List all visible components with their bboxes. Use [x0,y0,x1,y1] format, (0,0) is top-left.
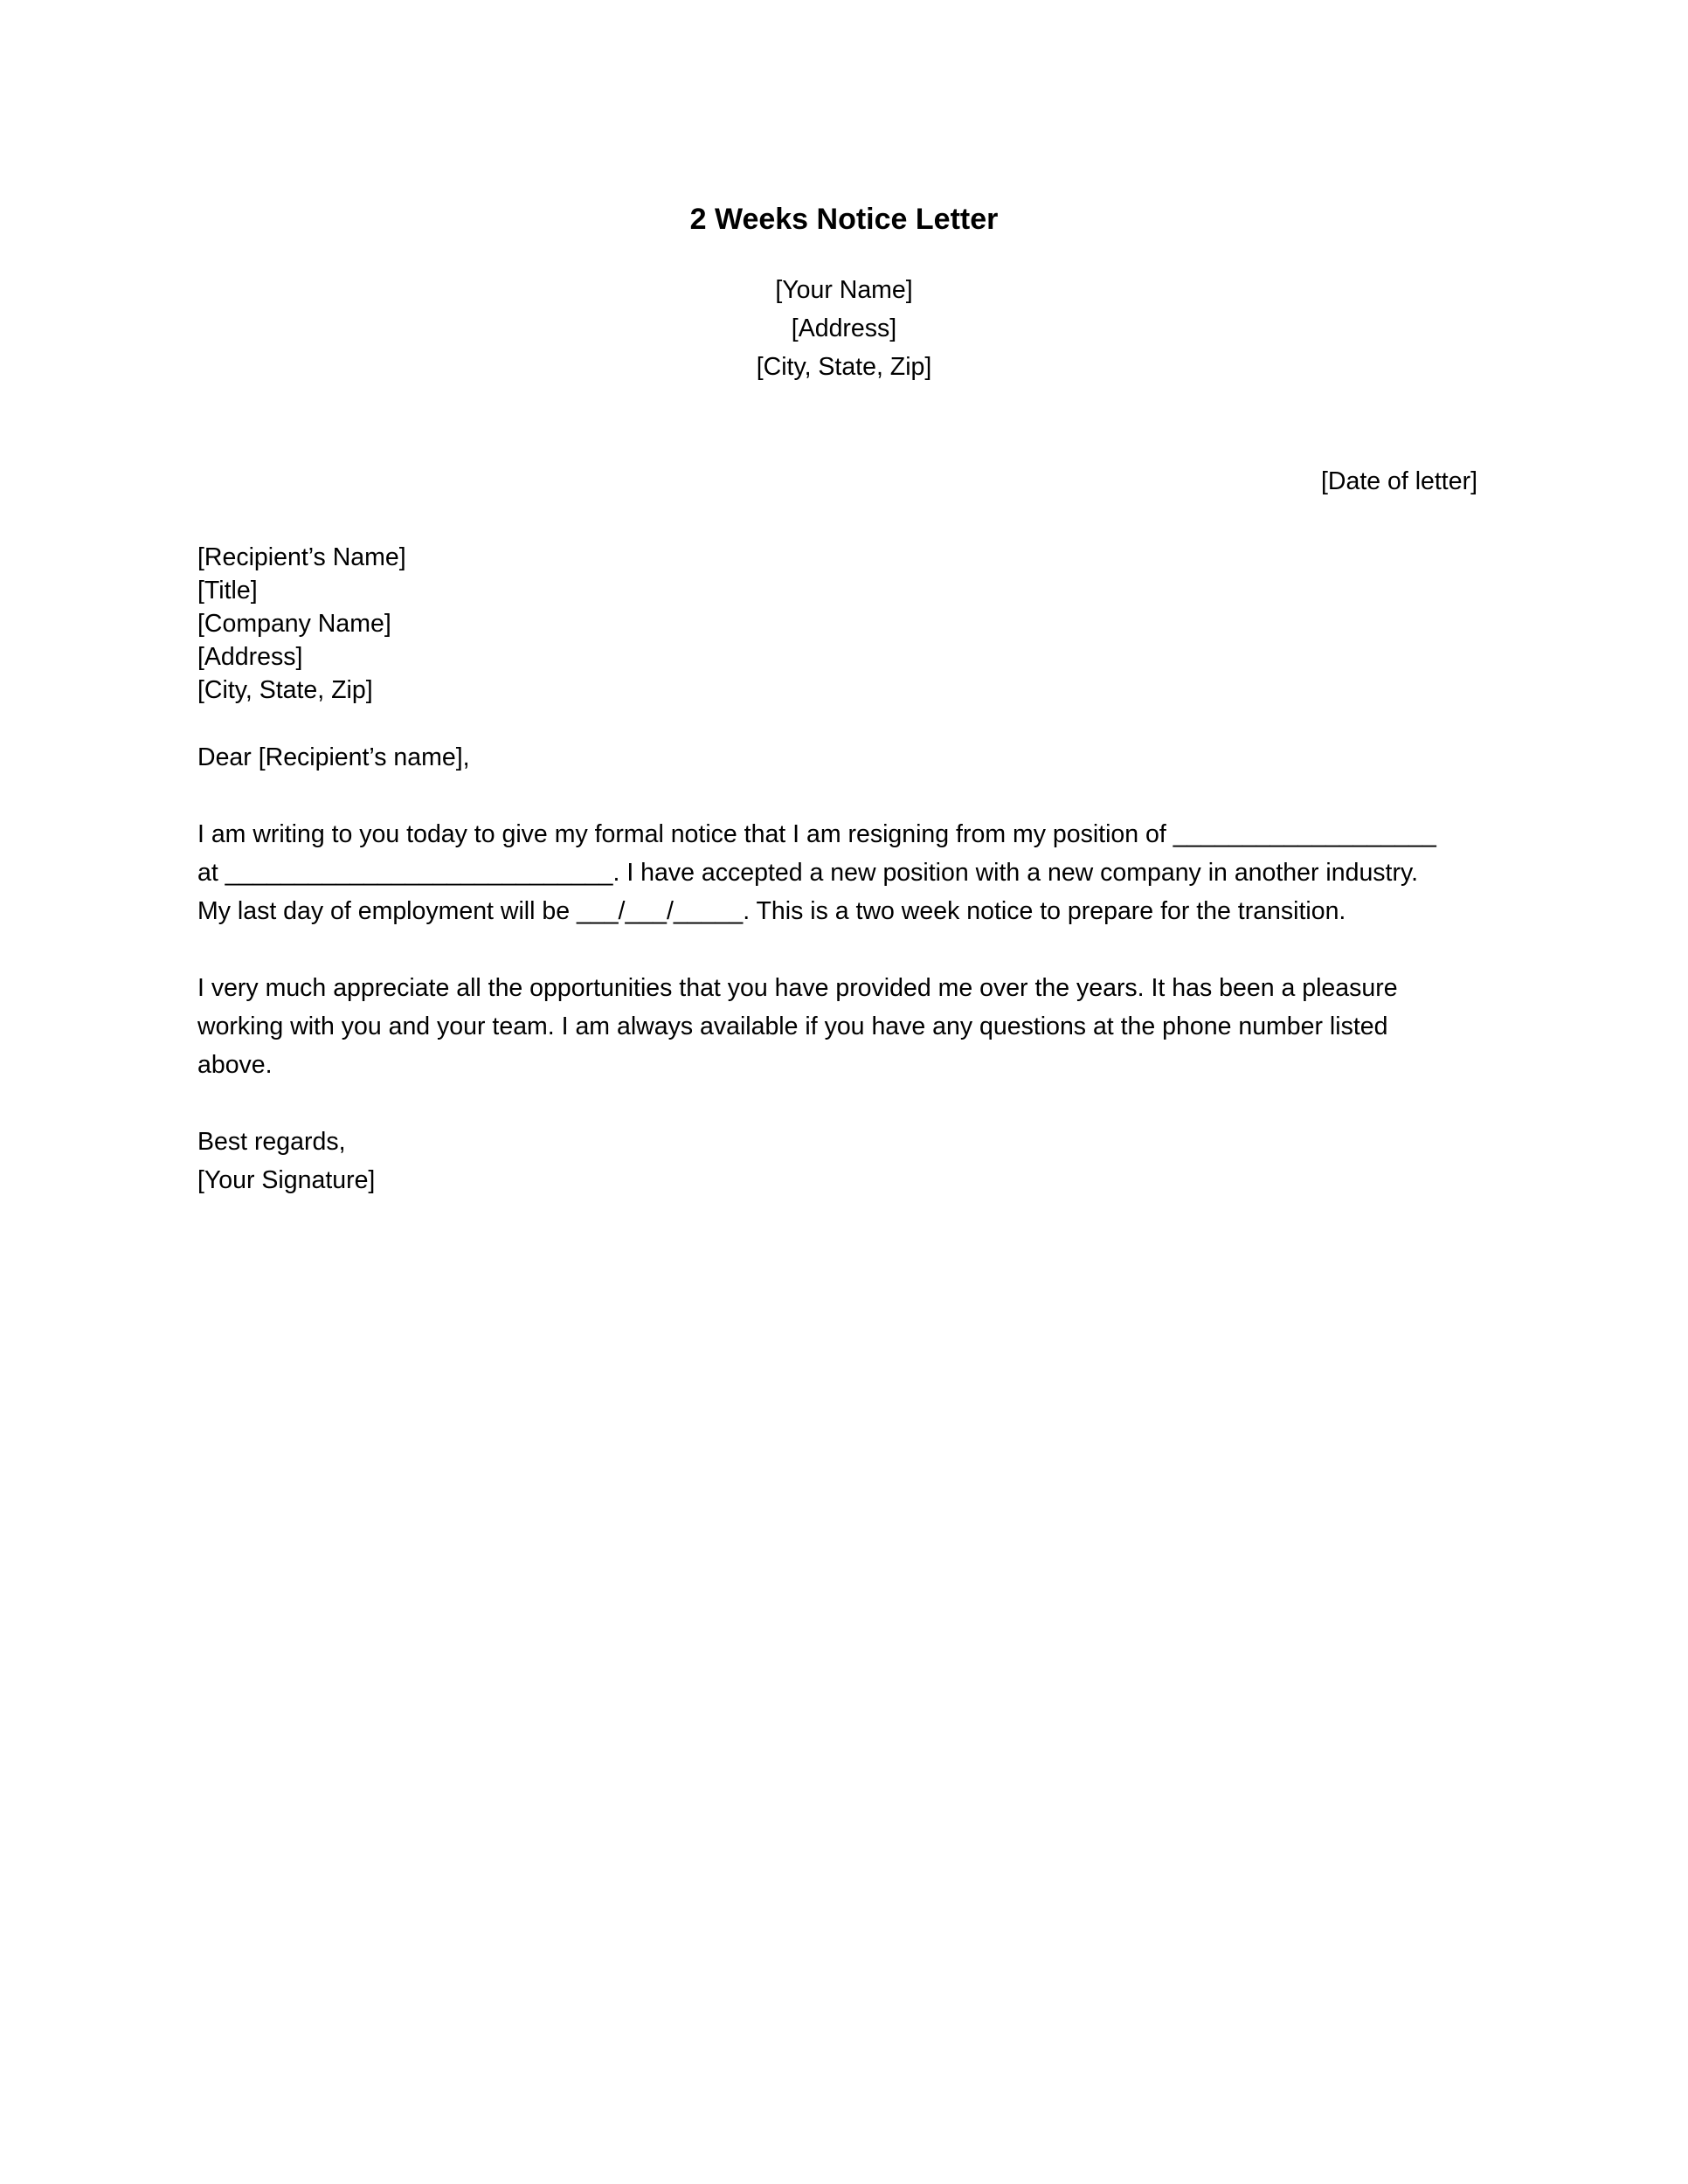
paragraph-2-line-1: I very much appreciate all the opportunities that you have provided me over the years. It has been a pleasure [197,974,1398,1002]
signature: [Your Signature] [197,1166,376,1194]
paragraph-2-line-2: working with you and your team. I am always available if you have any questions at the phone number listed [197,1013,1388,1040]
salutation: Dear [Recipient’s name], [197,743,470,771]
paragraph-1-line-3: My last day of employment will be ___/___/_____. This is a two week notice to prepare for the transition. [197,897,1346,925]
sender-name: [Your Name] [775,276,913,304]
paragraph-1-line-1: I am writing to you today to give my formal notice that I am resigning from my position of ___________________ [197,820,1436,848]
letter-date: [Date of letter] [1320,467,1477,495]
recipient-city-state-zip: [City, State, Zip] [197,676,373,704]
sender-address: [Address] [791,314,897,342]
document-title: 2 Weeks Notice Letter [689,203,999,236]
recipient-name: [Recipient’s Name] [197,543,406,571]
closing: Best regards, [197,1128,346,1156]
paragraph-1-line-2: at ____________________________. I have accepted a new position with a new company in another industry. [197,859,1419,887]
paragraph-2-line-3: above. [197,1051,273,1079]
recipient-title: [Title] [197,577,258,605]
recipient-company: [Company Name] [197,610,391,638]
recipient-address: [Address] [197,643,303,671]
sender-city-state-zip: [City, State, Zip] [756,353,932,381]
